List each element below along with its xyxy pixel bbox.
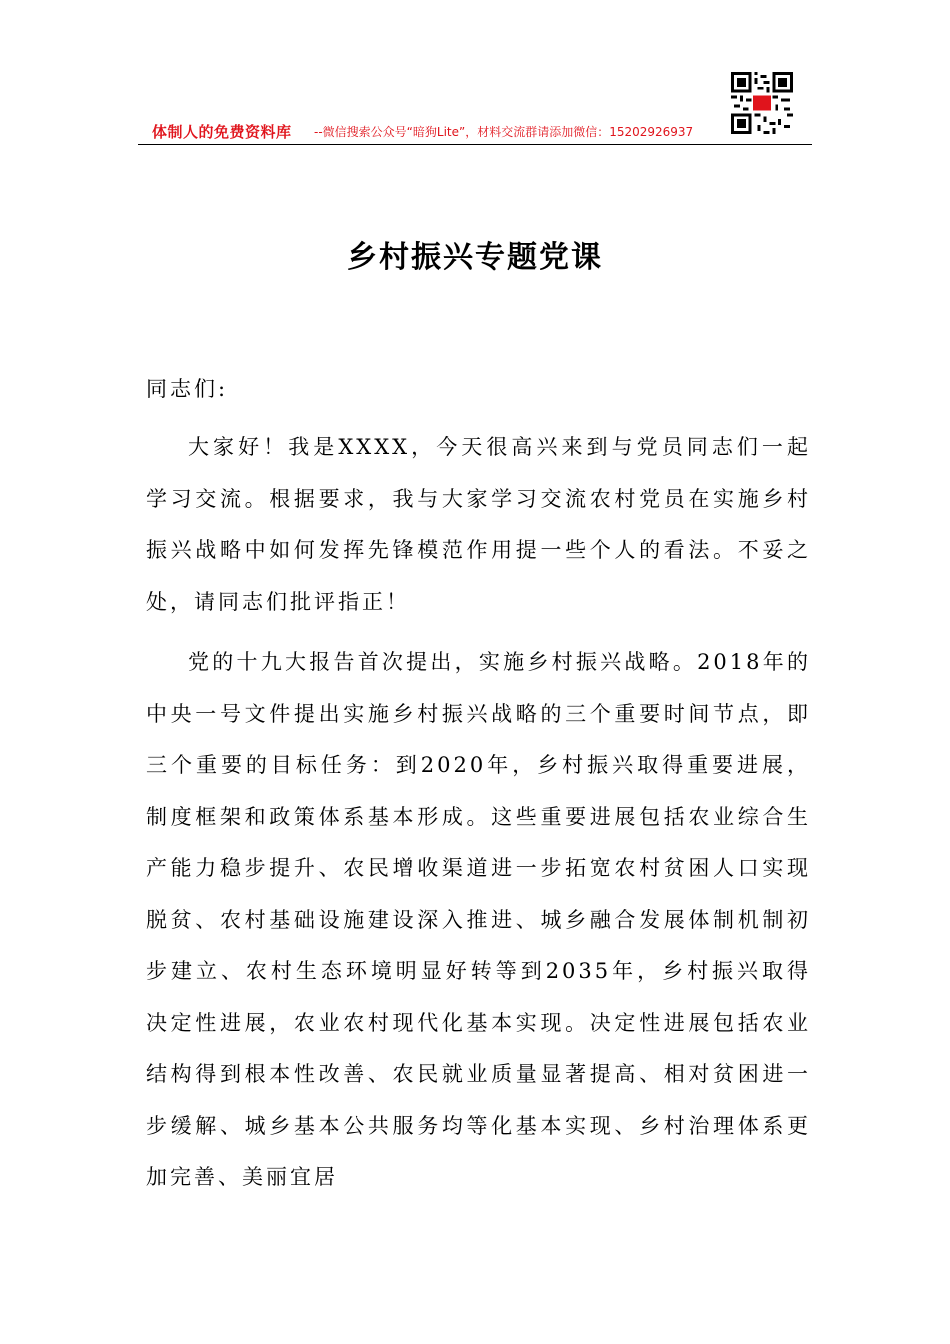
salutation: 同志们: — [146, 377, 229, 401]
paragraph-strategy: 党的十九大报告首次提出，实施乡村振兴战略。2018年的中央一号文件提出实施乡村振兴战略的三个重要时间节点，即三个重要的目标任务：到2020年，乡村振兴取得重要进展，制度框架和政策体系基本形成。这些重要进展包括农业综合生产能力稳步提升、农民增收渠道进一步拓宽农村贫困人口实现脱贫、农村基础设施建设深入推进、城乡融合发展体制机制初步建立、农村生态环境明显好转等到2035年，乡村振兴取得决定性进展，农业农村现代化基本实现。决定性进展包括农业结构得到根本性改善、农民就业质量显著提高、相对贫困进一步缓解、城乡基本公共服务均等化基本实现、乡村治理体系更加完善、美丽宜居 — [146, 650, 811, 1189]
header-brand: 体制人的免费资料库 — [152, 123, 292, 141]
page-header — [138, 120, 812, 145]
paragraph-intro: 大家好！我是XXXX，今天很高兴来到与党员同志们一起学习交流。根据要求，我与大家学习交流农村党员在实施乡村振兴战略中如何发挥先锋模范作用提一些个人的看法。不妥之处，请同志们批评指正！ — [146, 435, 811, 614]
qr-code-icon — [731, 72, 793, 134]
header-contact-info: --微信搜索公众号“暗狗Lite”，材料交流群请添加微信：15202926937 — [314, 125, 694, 139]
document-title: 乡村振兴专题党课 — [347, 240, 603, 275]
